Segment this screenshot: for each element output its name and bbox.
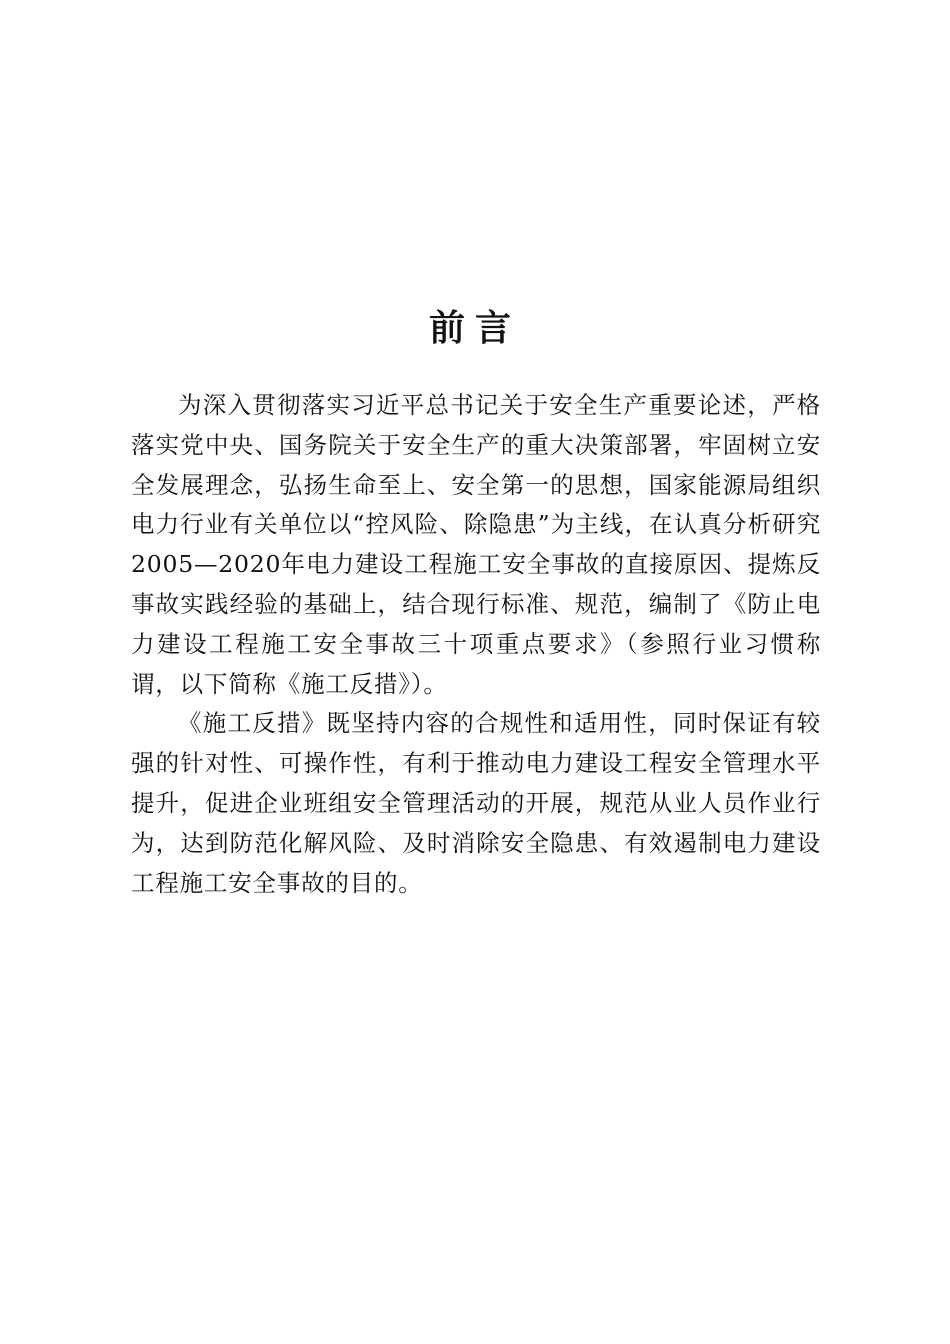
paragraph-2: 《施工反措》既坚持内容的合规性和适用性，同时保证有较强的针对性、可操作性，有利于推动电力建设工程安全管理水平提升，促进企业班组安全管理活动的开展，规范从业人员作业行为，达到防范化解风险、及时消除安全隐患、有效遏制电力建设工程施工安全事故的目的。 [131,709,821,897]
paragraph-1: 为深入贯彻落实习近平总书记关于安全生产重要论述，严格落实党中央、国务院关于安全生产的重大决策部署，牢固树立安全发展理念，弘扬生命至上、安全第一的思想，国家能源局组织电力行业有关单位以“控风险、除隐患”为主线，在认真分析研究2005—2020年电力建设工程施工安全事故的直接原因、提炼反事故实践经验的基础上，结合现行标准、规范，编制了《防止电力建设工程施工安全事故三十项重点要求》（参照行业习惯称谓，以下简称《施工反措》）。 [131,391,821,698]
page-title: 前言 [428,307,521,349]
preface-body [131,386,821,903]
